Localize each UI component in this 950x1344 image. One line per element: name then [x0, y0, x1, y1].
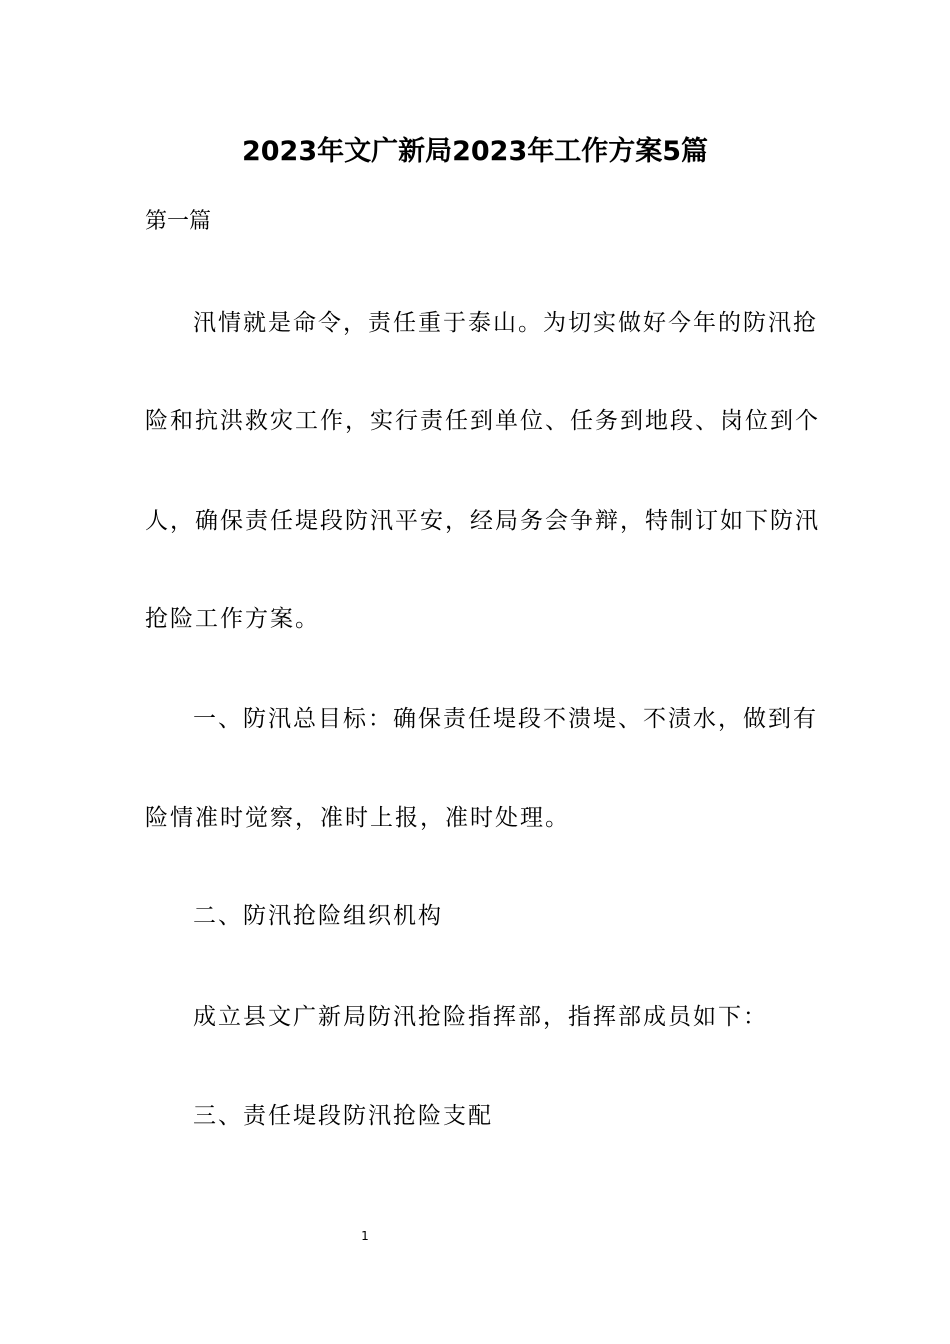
paragraph-line: 成立县文广新局防汛抢险指挥部，指挥部成员如下： — [193, 1004, 768, 1030]
paragraph-line: 险和抗洪救灾工作，实行责任到单位、任务到地段、岗位到个 — [145, 408, 820, 434]
paragraph-line: 险情准时觉察，准时上报，准时处理。 — [145, 805, 570, 831]
page-number: 1 — [361, 1229, 369, 1243]
paragraph-line: 汛情就是命令，责任重于泰山。为切实做好今年的防汛抢 — [193, 310, 818, 336]
section-heading: 二、防汛抢险组织机构 — [193, 903, 443, 929]
paragraph-line: 人，确保责任堤段防汛平安，经局务会争辩，特制订如下防汛 — [145, 508, 820, 534]
section-heading: 三、责任堤段防汛抢险支配 — [193, 1103, 493, 1129]
section-label: 第一篇 — [145, 209, 212, 234]
document-title: 2023年文广新局2023年工作方案5篇 — [241, 136, 709, 167]
paragraph-line: 抢险工作方案。 — [145, 606, 320, 632]
paragraph-line: 一、防汛总目标：确保责任堤段不溃堤、不渍水，做到有 — [193, 706, 818, 732]
